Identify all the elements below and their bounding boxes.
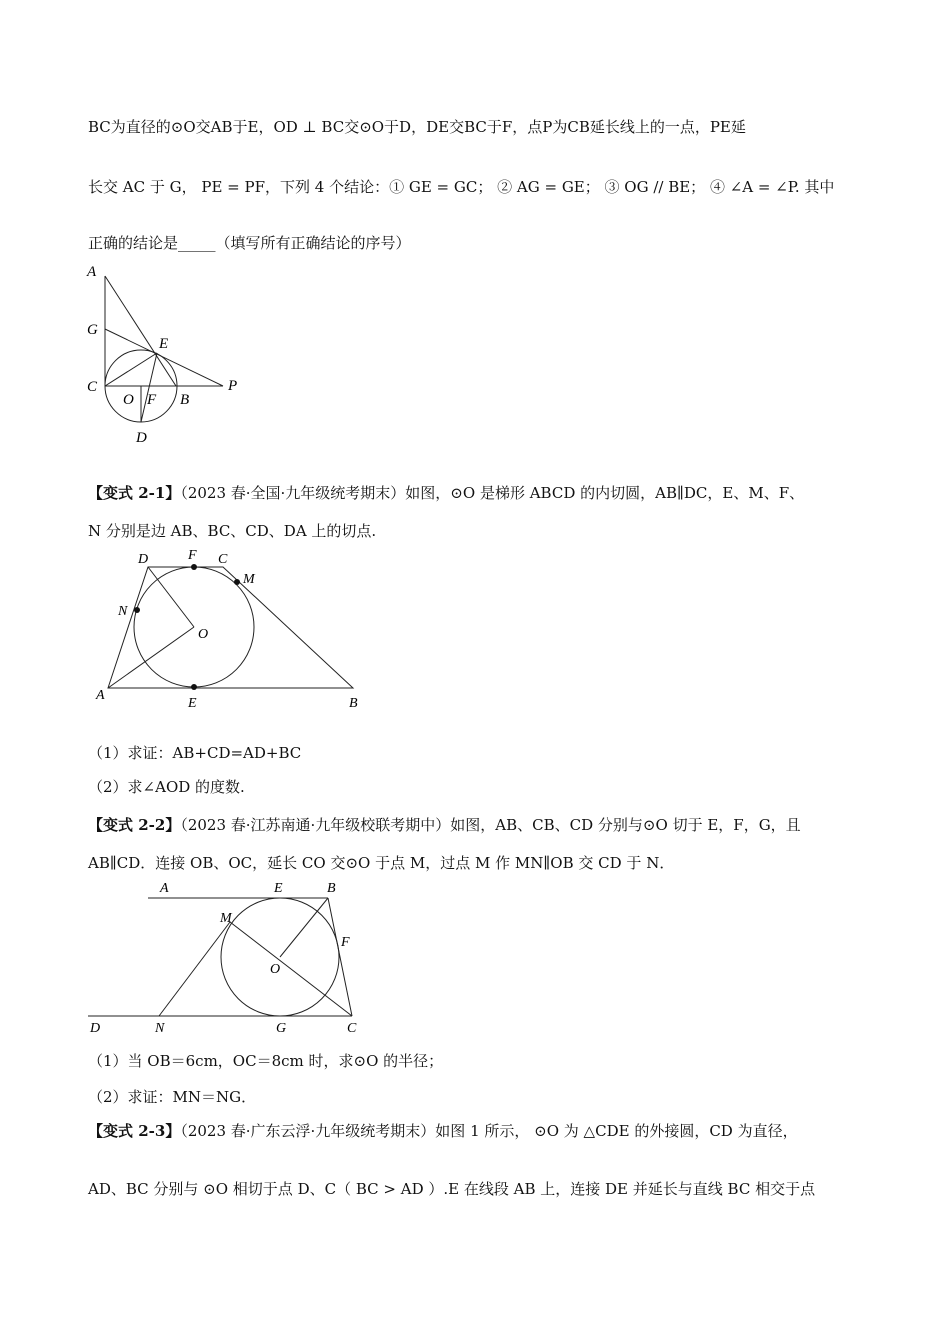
variant-2-1-tag: 【变式 2-1】 bbox=[88, 484, 181, 502]
fig3-label-C: C bbox=[347, 1021, 357, 1036]
problem-line-1: BC为直径的⊙O交AB于E，OD ⊥ BC交⊙O于D，DE交BC于F，点P为CB延长线上的一点，PE延 bbox=[88, 118, 746, 136]
fig2-label-A: A bbox=[96, 688, 105, 703]
variant-2-2-line-2: AB∥CD．连接 OB、OC，延长 CO 交⊙O 于点 M，过点 M 作 MN∥OB 交 CD 于 N． bbox=[88, 854, 675, 872]
variant-2-2-tag: 【变式 2-2】 bbox=[88, 816, 181, 834]
fig2-label-C: C bbox=[218, 552, 228, 567]
fig2-label-O: O bbox=[198, 627, 209, 642]
figure-2 bbox=[88, 545, 378, 715]
fig1-label-G: G bbox=[87, 322, 98, 338]
fig2-label-F: F bbox=[188, 548, 197, 563]
fig1-label-C: C bbox=[87, 379, 98, 395]
variant-2-1-question-2: （2）求∠AOD 的度数. bbox=[88, 778, 245, 796]
variant-2-3-line-1 bbox=[88, 1120, 862, 1141]
variant-2-3-text: （2023 春·广东云浮·九年级统考期末）如图 1 所示， ⊙O 为 △CDE 的外接圆，CD 为直径， bbox=[180, 1122, 798, 1140]
fig2-label-N: N bbox=[118, 604, 128, 619]
fig3-label-E: E bbox=[274, 881, 283, 896]
fig3-label-D: D bbox=[90, 1021, 101, 1036]
fig1-label-E: E bbox=[159, 336, 169, 352]
fig1-label-P: P bbox=[228, 378, 238, 394]
fig1-label-O: O bbox=[123, 392, 134, 408]
figure-3 bbox=[84, 876, 374, 1036]
fig2-label-B: B bbox=[349, 696, 358, 711]
fig1-label-A: A bbox=[87, 264, 97, 280]
variant-2-2-line-1 bbox=[88, 814, 862, 835]
variant-2-2-text: （2023 春·江苏南通·九年级校联考期中）如图，AB、CB、CD 分别与⊙O 切于 E，F，G，且 bbox=[180, 816, 801, 834]
figure-1 bbox=[80, 262, 260, 452]
fig3-label-M: M bbox=[220, 911, 232, 926]
problem-line-2: 长交 AC 于 G， PE = PF，下列 4 个结论：① GE = GC； ② AG = GE； ③ OG // BE； ④ ∠A = ∠P. 其中 bbox=[88, 178, 835, 196]
fig1-label-F: F bbox=[147, 392, 157, 408]
variant-2-1-line-2: N 分别是边 AB、BC、CD、DA 上的切点. bbox=[88, 522, 377, 540]
variant-2-2-question-2: （2）求证：MN＝NG． bbox=[88, 1088, 257, 1106]
variant-2-1-text: （2023 春·全国·九年级统考期末）如图，⊙O 是梯形 ABCD 的内切圆，AB∥DC，E、M、F、 bbox=[180, 484, 805, 502]
fig2-label-D: D bbox=[138, 552, 149, 567]
fig2-label-E: E bbox=[188, 696, 197, 711]
fig2-label-M: M bbox=[243, 572, 255, 587]
variant-2-3-line-2: AD、BC 分别与 ⊙O 相切于点 D、C（ BC > AD ）.E 在线段 AB 上，连接 DE 并延长与直线 BC 相交于点 bbox=[88, 1180, 816, 1198]
fig1-label-D: D bbox=[136, 430, 147, 446]
variant-2-2-question-1: （1）当 OB＝6cm，OC＝8cm 时，求⊙O 的半径； bbox=[88, 1052, 444, 1070]
variant-2-1-line-1 bbox=[88, 482, 862, 503]
fig3-label-B: B bbox=[327, 881, 336, 896]
variant-2-3-tag: 【变式 2-3】 bbox=[88, 1122, 181, 1140]
variant-2-1-question-1: （1）求证：AB+CD=AD+BC bbox=[88, 744, 302, 762]
fig3-label-O: O bbox=[270, 962, 281, 977]
fig3-label-A: A bbox=[160, 881, 169, 896]
fig3-label-G: G bbox=[276, 1021, 287, 1036]
fig3-label-N: N bbox=[155, 1021, 165, 1036]
fig1-label-B: B bbox=[180, 392, 190, 408]
problem-line-3: 正确的结论是_____（填写所有正确结论的序号） bbox=[88, 234, 411, 252]
fig3-label-F: F bbox=[341, 935, 350, 950]
